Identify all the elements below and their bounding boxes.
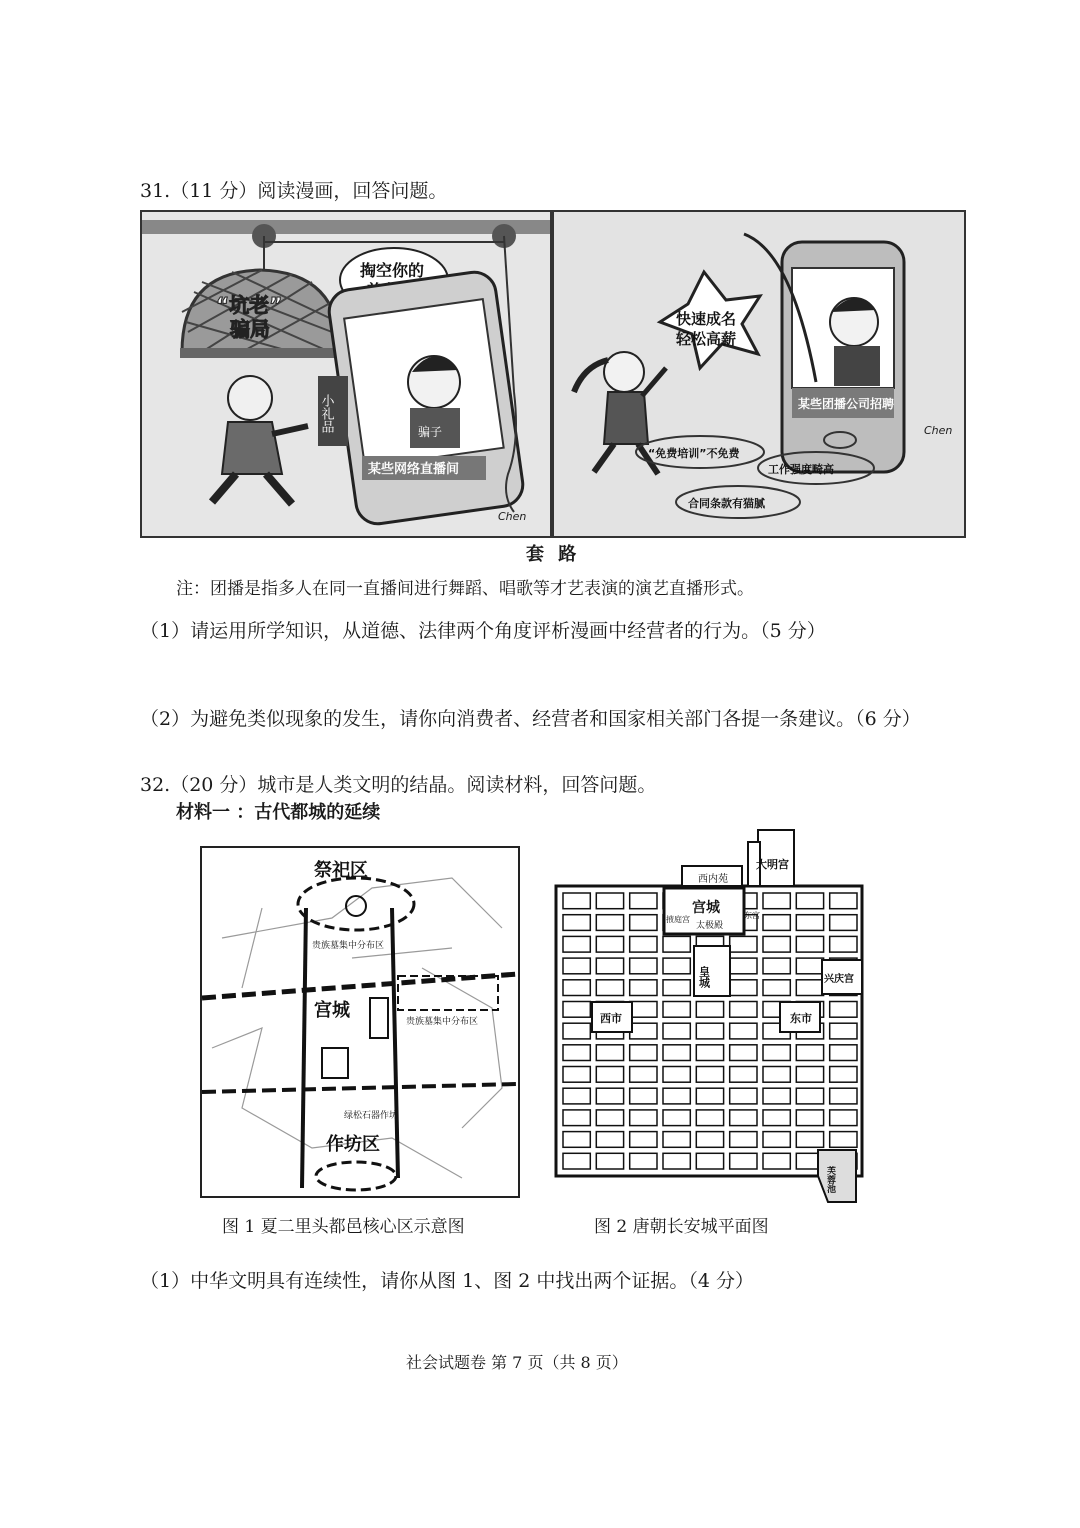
fig2-xineiyuan-label: 西内苑: [698, 874, 728, 885]
fig2-block: [696, 1045, 723, 1061]
fig2-block: [663, 1110, 690, 1126]
fig2-block: [796, 1045, 823, 1061]
fig2-block: [696, 1153, 723, 1169]
q32-sub1: （1）中华文明具有连续性，请你从图 1、图 2 中找出两个证据。（4 分）: [140, 1270, 755, 1292]
fig2-block: [763, 893, 790, 909]
fig2-block: [696, 1023, 723, 1039]
fig2-block: [830, 915, 857, 931]
fig2-taiji-label: 太极殿: [696, 921, 724, 931]
fig2-block: [830, 1088, 857, 1104]
fig2-block: [663, 1153, 690, 1169]
fig2-block: [830, 936, 857, 952]
fig1-site-label: 绿松石器作坊: [344, 1111, 399, 1121]
fig2-block: [563, 893, 590, 909]
fig2-imperial-label: 皇城: [697, 966, 711, 988]
fig2-block: [663, 1023, 690, 1039]
fig2-block: [563, 915, 590, 931]
fig2-block: [563, 1002, 590, 1018]
fig2-block: [630, 1110, 657, 1126]
q31-heading: 31.（11 分）阅读漫画，回答问题。: [140, 180, 448, 202]
fig2-block: [630, 1088, 657, 1104]
figure-1-caption: 图 1 夏二里头都邑核心区示意图: [222, 1217, 465, 1237]
fig2-west-market-label: 西市: [600, 1012, 622, 1025]
fig2-block: [596, 1153, 623, 1169]
star-line-1: 快速成名: [676, 310, 737, 328]
fig2-block: [596, 1088, 623, 1104]
fig2-block: [796, 980, 823, 996]
figure-2-caption: 图 2 唐朝长安城平面图: [594, 1217, 769, 1237]
figure-2-map: [552, 826, 872, 1204]
fig2-block: [796, 1132, 823, 1148]
fig2-block: [730, 1110, 757, 1126]
fig1-noble-label-2: 贵族墓集中分布区: [406, 1017, 479, 1027]
cartoon-left-panel: [140, 210, 552, 538]
fig2-block: [663, 980, 690, 996]
fig2-block: [596, 1067, 623, 1083]
rope-label-3: 合同条款有猫腻: [688, 497, 765, 510]
fig2-block: [663, 958, 690, 974]
q31-note: 注：团播是指多人在同一直播间进行舞蹈、唱歌等才艺表演的演艺直播形式。: [176, 579, 754, 599]
bubble-line-1: 掏空你的: [360, 261, 425, 280]
fig2-block: [796, 958, 823, 974]
fig2-block: [730, 1045, 757, 1061]
cartoon-title: 套 路: [526, 544, 581, 565]
fig2-block: [763, 1132, 790, 1148]
fig2-block: [596, 980, 623, 996]
fig2-block: [563, 1045, 590, 1061]
fig2-block: [763, 1088, 790, 1104]
fig2-block: [696, 1110, 723, 1126]
fig2-block: [563, 1132, 590, 1148]
fig2-block: [663, 936, 690, 952]
fig2-block: [763, 1045, 790, 1061]
cartoon-right-panel: [552, 210, 966, 538]
page-footer: 社会试题卷 第 7 页（共 8 页）: [406, 1353, 628, 1372]
fig2-block: [563, 1023, 590, 1039]
fig2-block: [730, 1132, 757, 1148]
signature-left: Chen: [498, 510, 527, 523]
fig2-block: [630, 1153, 657, 1169]
fig2-block: [596, 1110, 623, 1126]
fig2-block: [663, 1002, 690, 1018]
fig2-block: [796, 893, 823, 909]
fig2-block: [596, 936, 623, 952]
fig2-block: [596, 1132, 623, 1148]
fig2-block: [630, 1067, 657, 1083]
q31-sub2: （2）为避免类似现象的发生，请你向消费者、经营者和国家相关部门各提一条建议。（6 分）: [140, 708, 921, 730]
fig2-block: [730, 1153, 757, 1169]
fig2-east-market-label: 东市: [790, 1012, 812, 1025]
fig2-block: [830, 893, 857, 909]
fig2-block: [630, 1132, 657, 1148]
fig2-block: [696, 1132, 723, 1148]
fig2-block: [763, 1110, 790, 1126]
fig2-block: [830, 1045, 857, 1061]
fig2-block: [763, 915, 790, 931]
screen-caption-left: 某些网络直播间: [368, 462, 460, 477]
fig2-block: [596, 915, 623, 931]
badge-label: 骗子: [418, 425, 443, 439]
star-line-2: 轻松高薪: [676, 330, 737, 348]
fig2-block: [596, 1045, 623, 1061]
fig2-furong-label: 芙蓉池: [825, 1166, 835, 1193]
fig2-block: [563, 1110, 590, 1126]
material-1-title: 材料一 ：古代都城的延续: [176, 802, 381, 823]
fig2-block: [563, 1153, 590, 1169]
fig2-block: [696, 1067, 723, 1083]
fig2-block: [663, 1045, 690, 1061]
screen-caption-right: 某些团播公司招聘: [798, 397, 895, 411]
signature-right: Chen: [924, 424, 953, 437]
fig2-block: [563, 936, 590, 952]
fig2-block: [730, 1088, 757, 1104]
fig2-block: [663, 1067, 690, 1083]
fig2-block: [563, 1067, 590, 1083]
fig2-block: [630, 1002, 657, 1018]
fig2-block: [796, 936, 823, 952]
fig2-block: [730, 980, 757, 996]
fig2-block: [696, 1088, 723, 1104]
fig2-palace-label: 宫城: [692, 900, 720, 916]
fig2-block: [630, 980, 657, 996]
figure-1-drawing: [202, 848, 518, 1196]
rope-label-2: 工作强度畸高: [768, 463, 834, 476]
fig2-block: [830, 1023, 857, 1039]
fig2-block: [730, 1067, 757, 1083]
net-label-1: “坑老”: [216, 293, 283, 317]
fig2-yetinggong-label: 掖庭宫: [666, 915, 690, 924]
fig2-block: [763, 1067, 790, 1083]
fig1-palace-label: 宫城: [314, 1000, 350, 1021]
fig2-block: [596, 893, 623, 909]
fig2-block: [563, 980, 590, 996]
fig2-block: [663, 1088, 690, 1104]
fig2-block: [763, 1153, 790, 1169]
fig2-block: [730, 936, 757, 952]
fig2-block: [663, 1132, 690, 1148]
fig2-block: [630, 958, 657, 974]
fig2-block: [596, 958, 623, 974]
fig2-daming-label: 大明宫: [756, 858, 789, 871]
fig2-block: [563, 958, 590, 974]
fig2-xingqing-label: 兴庆宫: [824, 974, 854, 985]
fig1-sacrifice-label: 祭祀区: [314, 860, 368, 881]
figure-1-map: [200, 846, 520, 1198]
fig2-block: [796, 1088, 823, 1104]
cartoon-left-drawing: [142, 212, 550, 536]
fig2-block: [763, 936, 790, 952]
fig2-block: [830, 1132, 857, 1148]
fig2-block: [763, 980, 790, 996]
q31-sub1: （1）请运用所学知识，从道德、法律两个角度评析漫画中经营者的行为。（5 分）: [140, 620, 826, 642]
fig2-block: [730, 1002, 757, 1018]
fig2-block: [830, 1110, 857, 1126]
fig2-block: [796, 915, 823, 931]
fig2-donggong-label: 东宫: [744, 911, 760, 920]
fig1-workshop-label: 作坊区: [326, 1134, 380, 1155]
figure-2-drawing: [552, 826, 872, 1204]
fig2-block: [796, 1110, 823, 1126]
gift-label: 小礼品: [318, 394, 334, 433]
fig2-block: [630, 1023, 657, 1039]
cartoon-right-drawing: [554, 212, 964, 536]
fig2-block: [730, 958, 757, 974]
fig2-block: [696, 1002, 723, 1018]
fig2-block: [630, 936, 657, 952]
fig2-block: [630, 893, 657, 909]
net-label-2: 骗局: [230, 317, 270, 341]
fig2-block: [830, 1002, 857, 1018]
fig2-block: [796, 1067, 823, 1083]
fig1-noble-label-1: 贵族墓集中分布区: [312, 941, 385, 951]
fig2-block: [830, 1067, 857, 1083]
q32-heading: 32.（20 分）城市是人类文明的结晶。阅读材料，回答问题。: [140, 774, 657, 796]
fig2-block: [730, 1023, 757, 1039]
fig2-block: [630, 915, 657, 931]
fig2-block: [563, 1088, 590, 1104]
fig2-block: [763, 958, 790, 974]
fig2-block: [630, 1045, 657, 1061]
rope-label-1: “免费培训”不免费: [648, 447, 740, 460]
